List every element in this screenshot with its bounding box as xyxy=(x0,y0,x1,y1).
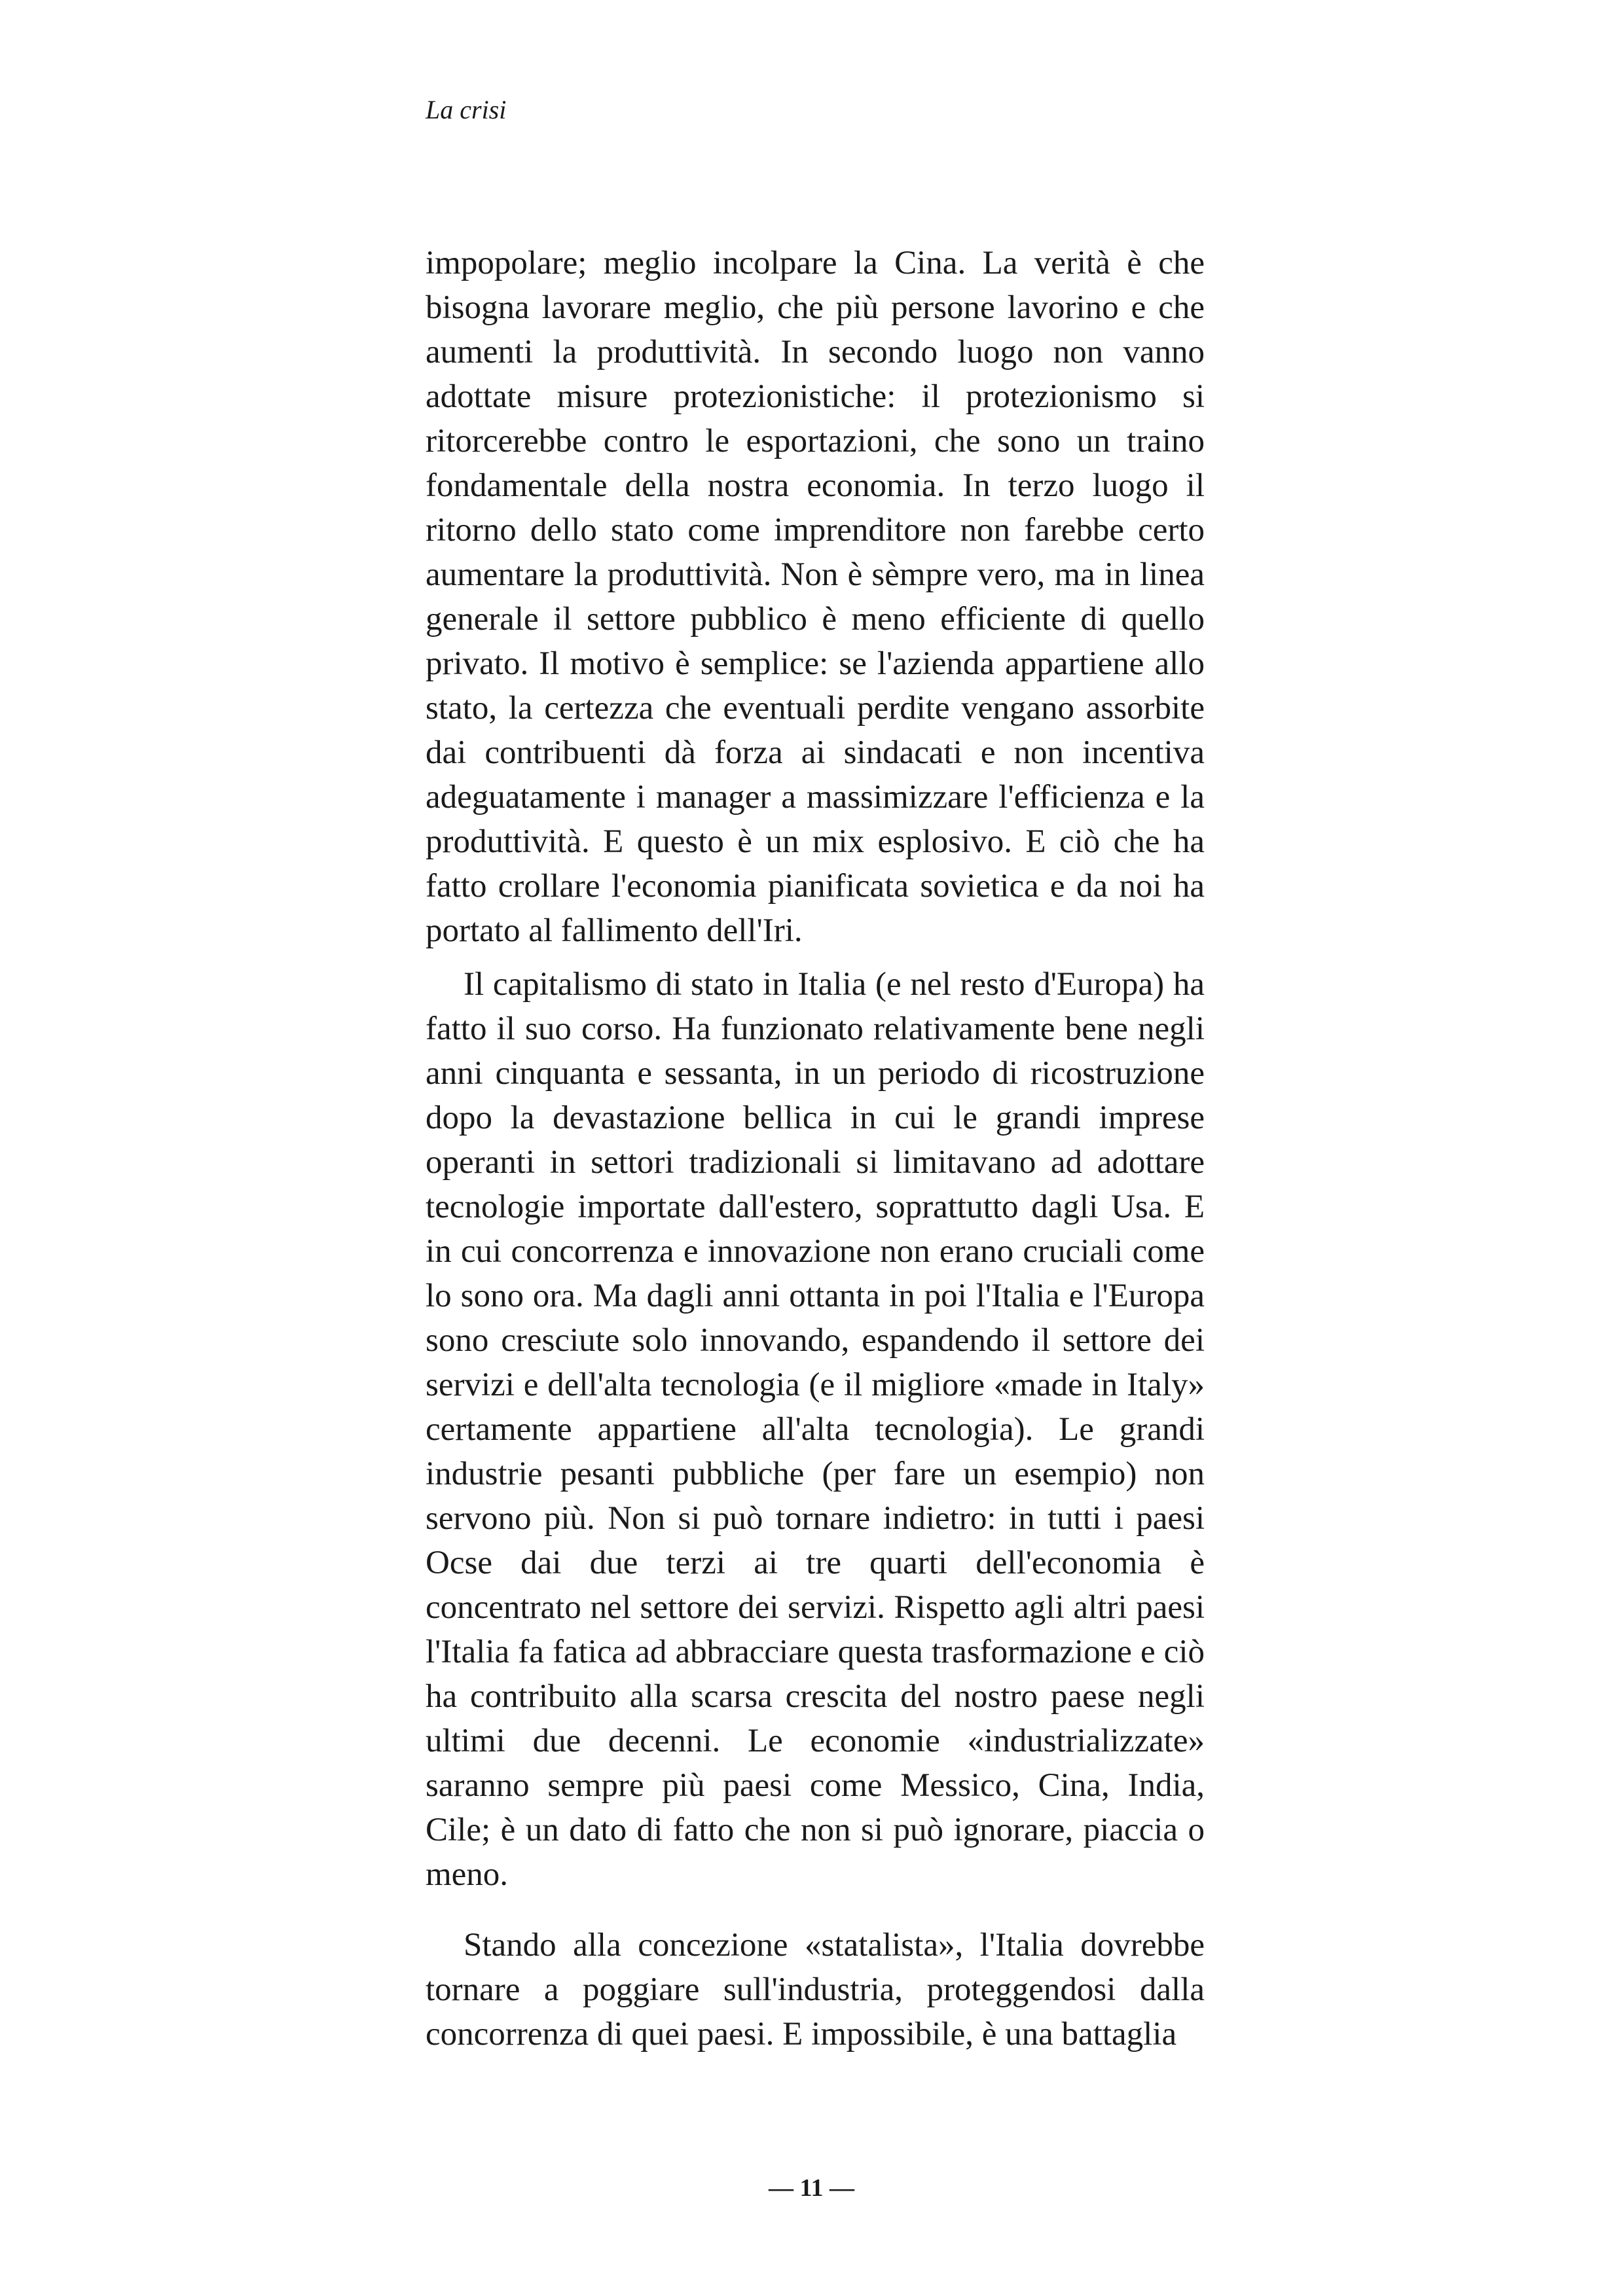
running-head: La crisi xyxy=(426,95,507,124)
paragraph: impopolare; meglio incolpare la Cina. La verità è che bisogna lavorare meglio, che più persone lavorino e che aumenti la produttività. In secondo luogo non vanno adottate misure protezionistiche: il protezionismo si ritorcerebbe contro le esportazioni, che sono un traino fondamentale della nostra economia. In terzo luogo il ritorno dello stato come imprenditore non farebbe certo aumentare la produttività. Non è sèmpre vero, ma in linea generale il settore pubblico è meno efficiente di quello privato. Il motivo è semplice: se l'azienda appartiene allo stato, la certezza che eventuali perdite vengano assorbite dai contribuenti dà forza ai sindacati e non incentiva adeguatamente i manager a massimizzare l'efficienza e la produttività. E questo è un mix esplosivo. E ciò che ha fatto crollare l'economia pianificata sovietica e da noi ha portato al fallimento dell'Iri. xyxy=(426,245,1205,949)
page-number: — 11 — xyxy=(769,2174,854,2202)
body-text xyxy=(426,241,1205,2056)
paragraph: Stando alla concezione «statalista», l'Italia dovrebbe tornare a poggiare sull'industria, proteggendosi dalla concorrenza di quei paesi. E impossibile, è una battaglia xyxy=(426,1927,1205,2053)
paragraph: Il capitalismo di stato in Italia (e nel resto d'Europa) ha fatto il suo corso. Ha funzionato relativamente bene negli anni cinquanta e sessanta, in un periodo di ricostruzione dopo la devastazione bellica in cui le grandi imprese operanti in settori tradizionali si limitavano ad adottare tecnologie importate dall'estero, soprattutto dagli Usa. E in cui concorrenza e innovazione non erano cruciali come lo sono ora. Ma dagli anni ottanta in poi l'Italia e l'Europa sono cresciute solo innovando, espandendo il settore dei servizi e dell'alta tecnologia (e il migliore «made in Italy» certamente appartiene all'alta tecnologia). Le grandi industrie pesanti pubbliche (per fare un esempio) non servono più. Non si può tornare indietro: in tutti i paesi Ocse dai due terzi ai tre quarti dell'economia è concentrato nel settore dei servizi. Rispetto agli altri paesi l'Italia fa fatica ad abbracciare questa trasformazione e ciò ha contribuito alla scarsa crescita del nostro paese negli ultimi due decenni. Le economie «industrializzate» saranno sempre più paesi come Messico, Cina, India, Cile; è un dato di fatto che non si può ignorare, piaccia o meno. xyxy=(426,966,1205,1893)
